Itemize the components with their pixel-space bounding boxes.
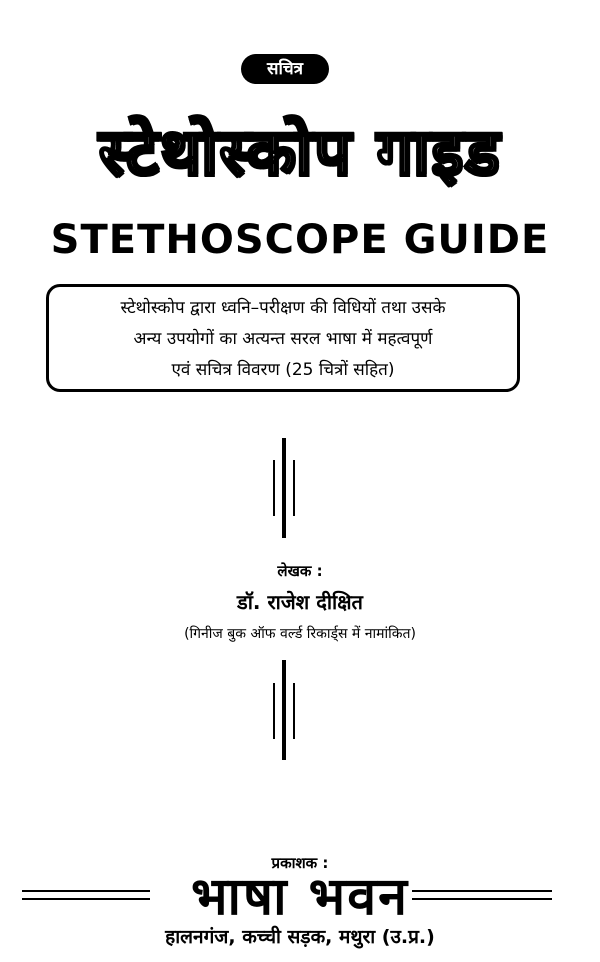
author-name: डॉ. राजेश दीक्षित [237, 590, 363, 614]
publisher-label: प्रकाशक : [271, 854, 329, 872]
description-line-3: एवं सचित्र विवरण (25 चित्रों सहित) [171, 360, 395, 380]
description-box [46, 284, 520, 392]
author-note: (गिनीज बुक ऑफ वर्ल्ड रिकार्ड्स में नामांकित) [184, 626, 416, 642]
publisher-address: हालनगंज, कच्ची सड़क, मथुरा (उ.प्र.) [165, 926, 435, 948]
description-line-2: अन्य उपयोगों का अत्यन्त सरल भाषा में महत्वपूर्ण [133, 329, 433, 349]
title-hindi: स्टेथोस्कोप गाइड [98, 116, 502, 190]
publisher-name: भाषा भवन [191, 867, 409, 927]
description-line-1: स्टेथोस्कोप द्वारा ध्वनि–परीक्षण की विधियों तथा उसके [120, 298, 446, 318]
author-label: लेखक : [277, 562, 323, 580]
badge-illustrated: सचित्र [241, 54, 329, 84]
title-english: STETHOSCOPE GUIDE [50, 217, 550, 263]
